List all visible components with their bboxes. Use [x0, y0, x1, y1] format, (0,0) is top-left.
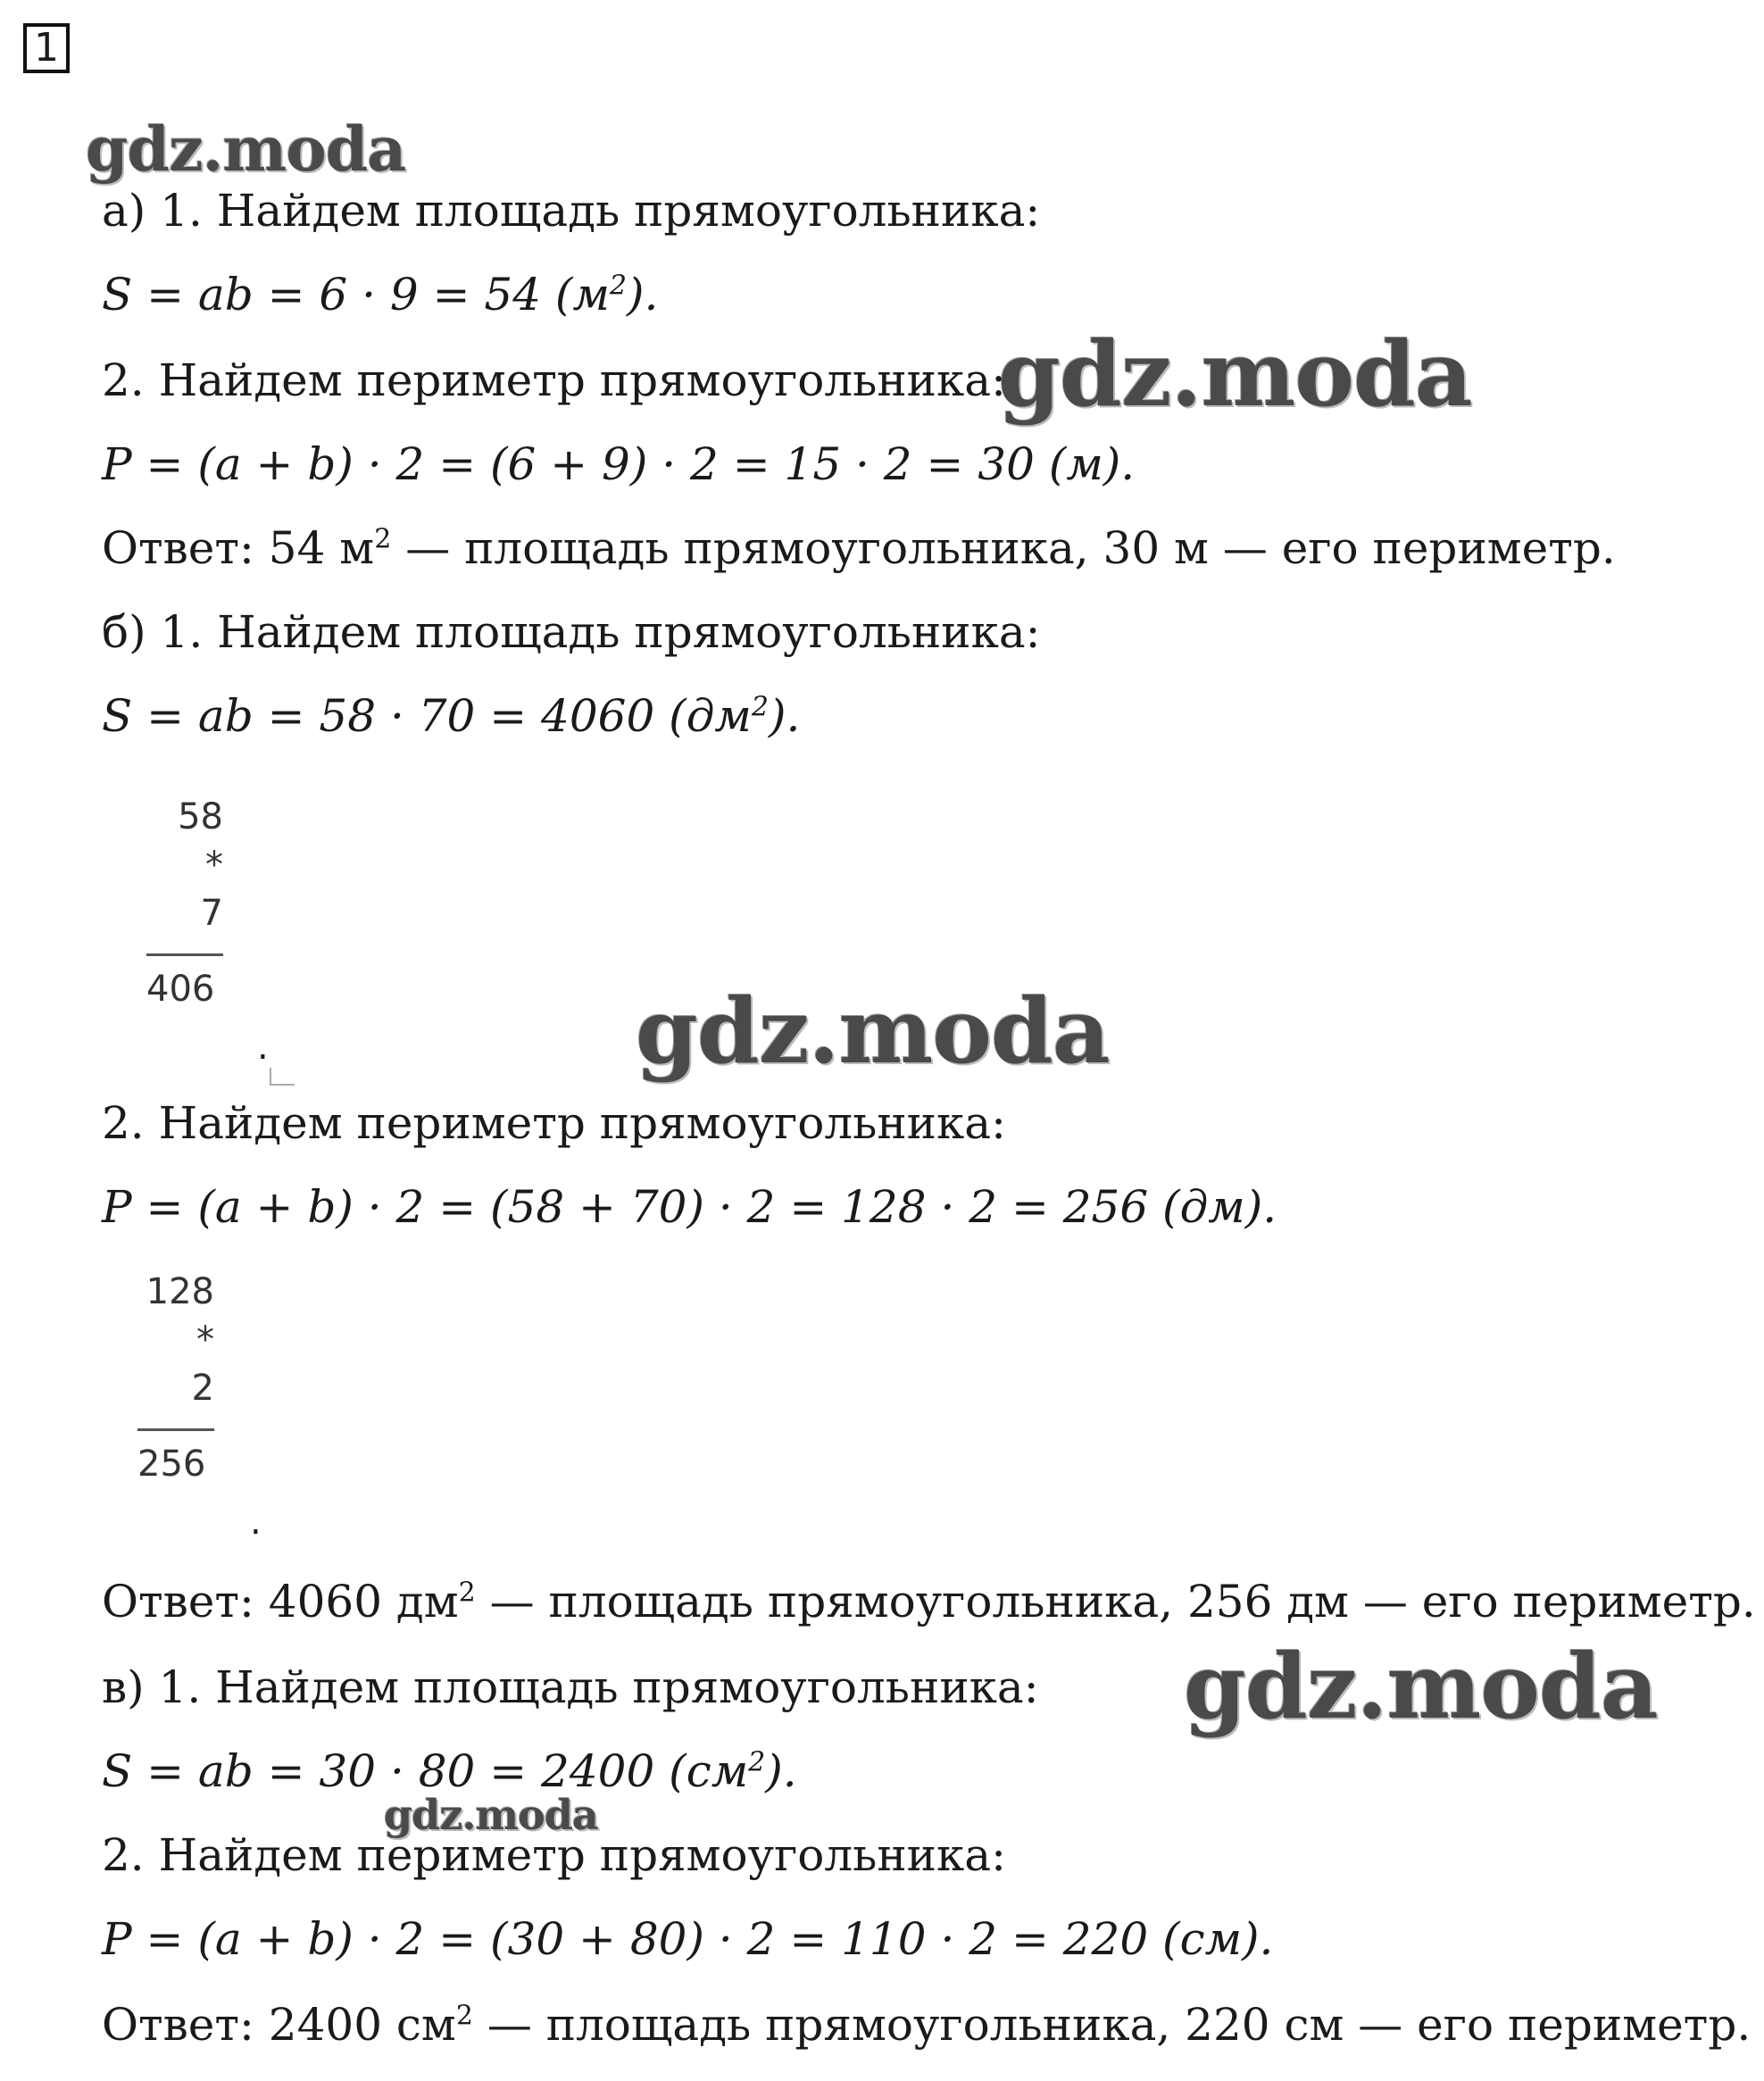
- calc-dot: .: [257, 1027, 269, 1068]
- watermark-4: gdz.moda: [1184, 1634, 1658, 1739]
- part-b-area-formula: S = ab = 58 · 70 = 4060 $(дм^2)$.: [102, 690, 801, 742]
- watermark-3: gdz.moda: [636, 978, 1110, 1084]
- part-a-perimeter-formula: P = (a + b) · 2 = (6 + 9) · 2 = 15 · 2 = 30 (м).: [102, 438, 1136, 490]
- part-a-step2: 2. Найдем периметр прямоугольника:: [102, 354, 1006, 406]
- calc-operator: *: [196, 1319, 214, 1361]
- part-c-step1: в) 1. Найдем площадь прямоугольника:: [102, 1661, 1039, 1713]
- part-b-answer: Ответ: 4060 $дм^2$ — площадь прямоугольника, 256 дм — его периметр.: [102, 1576, 1756, 1627]
- watermark-1: gdz.moda: [86, 114, 406, 186]
- calc-top-number: 58: [178, 796, 223, 837]
- calc-bottom-number: 7: [200, 893, 223, 934]
- part-c-perimeter-formula: P = (a + b) · 2 = (30 + 80) · 2 = 110 · 2 = 220 (см).: [102, 1913, 1274, 1965]
- multiplication-58-by-7: [146, 793, 223, 1013]
- watermark-2: gdz.moda: [998, 321, 1472, 427]
- part-b-step2: 2. Найдем периметр прямоугольника:: [102, 1097, 1006, 1149]
- calc-bottom-number: 2: [191, 1368, 214, 1409]
- part-a-area-formula: S = ab = 6 · 9 = 54 $(м^2)$.: [102, 269, 659, 320]
- corner-mark: [270, 1068, 295, 1086]
- part-a-answer: Ответ: 54 $м^2$ — площадь прямоугольника, 30 м — его периметр.: [102, 522, 1616, 574]
- task-number: 1: [23, 23, 70, 73]
- part-b-step1: б) 1. Найдем площадь прямоугольника:: [102, 606, 1041, 658]
- part-a-step1: а) 1. Найдем площадь прямоугольника:: [102, 185, 1041, 237]
- part-c-step2: 2. Найдем периметр прямоугольника:: [102, 1829, 1006, 1881]
- calc-result: 256: [137, 1444, 206, 1485]
- part-b-perimeter-formula: P = (a + b) · 2 = (58 + 70) · 2 = 128 · 2 = 256 (дм).: [102, 1181, 1277, 1233]
- calc-rule: [137, 1428, 214, 1431]
- calc-dot: .: [250, 1502, 262, 1543]
- calc-top-number: 128: [146, 1271, 214, 1312]
- part-c-answer: Ответ: 2400 $см^2$ — площадь прямоугольника, 220 см — его периметр.: [102, 1999, 1752, 2051]
- calc-result: 406: [146, 969, 215, 1010]
- calc-rule: [146, 953, 223, 956]
- multiplication-128-by-2: [137, 1268, 214, 1488]
- watermark-5: gdz.moda: [384, 1791, 598, 1839]
- calc-operator: *: [205, 845, 223, 886]
- part-c-area-formula: S = ab = 30 · 80 = 2400 $(см^2)$.: [102, 1745, 797, 1797]
